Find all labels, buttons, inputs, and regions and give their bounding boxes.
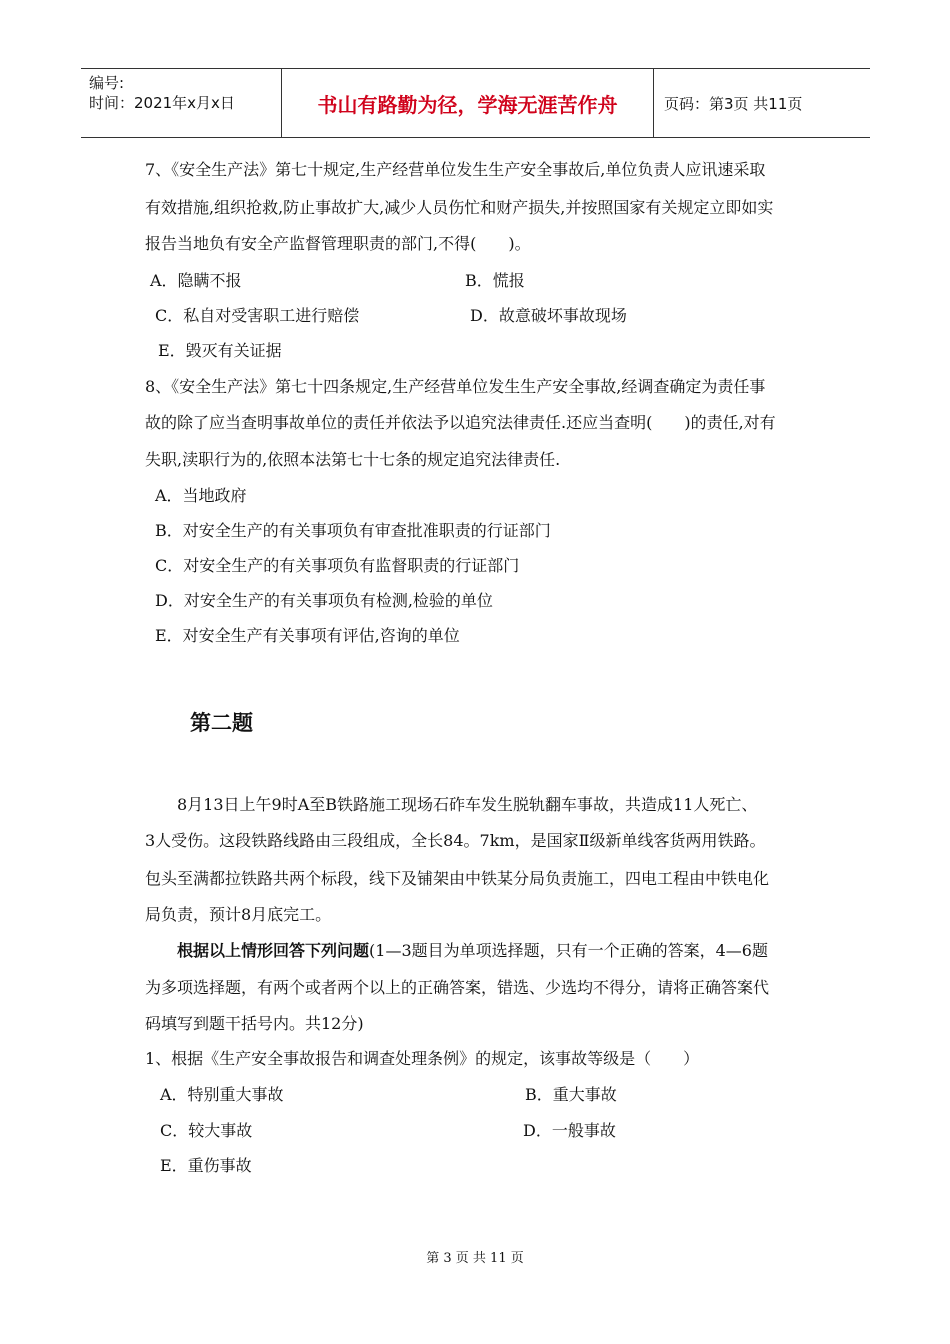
q8-option-c: C．对安全生产的有关事项负有监督职责的行证部门 [155,556,520,575]
scenario-line4: 局负责，预计8月底完工。 [145,905,332,924]
q7-option-c: C．私自对受害职工进行赔偿 [155,306,360,325]
q7-option-d: D．故意破坏事故现场 [470,306,627,325]
instructions-line2: 为多项选择题，有两个或者两个以上的正确答案，错选、少选均不得分，请将正确答案代 [145,978,770,997]
q8-option-d: D．对安全生产的有关事项负有检测,检验的单位 [155,591,493,610]
scenario-line1: 8月13日上午9时A至B铁路施工现场石砟车发生脱轨翻车事故，共造成11人死亡、 [177,795,758,814]
section-title: 第二题 [190,711,253,735]
scenario-line3: 包头至满都拉铁路共两个标段，线下及铺架由中铁某分局负责施工，四电工程由中铁电化 [145,869,770,888]
instructions-line3: 码填写到题干括号内。共12分) [145,1014,364,1033]
page-label: 页码：第3页 共11页 [664,94,803,113]
q7-option-e: E．毁灭有关证据 [158,341,282,360]
q8-line3: 失职,渎职行为的,依照本法第七十七条的规定追究法律责任. [145,450,561,469]
header-table [81,68,870,138]
instructions-bold: 根据以上情形回答下列问题 [177,941,370,960]
page-footer: 第 3 页 共 11 页 [426,1251,524,1266]
q7-option-a: A．隐瞒不报 [150,271,242,290]
q7-option-b: B．慌报 [465,271,525,290]
q8-option-a: A．当地政府 [155,486,247,505]
s2-q1-option-d: D．一般事故 [523,1121,616,1140]
q7-line2: 有效措施,组织抢救,防止事故扩大,减少人员伤忙和财产损失,并按照国家有关规定立即如实 [145,198,774,217]
motto: 书山有路勤为径，学海无涯苦作舟 [282,69,654,137]
date-label: 时间：2021年x月x日 [89,94,235,112]
header-left-cell [81,69,282,137]
instructions-line1 [177,941,768,961]
s2-q1-stem: 1、根据《生产安全事故报告和调查处理条例》的规定，该事故等级是（ ） [145,1049,700,1068]
s2-q1-option-b: B．重大事故 [525,1085,617,1104]
q8-line2: 故的除了应当查明事故单位的责任并依法予以追究法律责任.还应当查明( )的责任,对有 [145,413,776,432]
q8-option-b: B．对安全生产的有关事项负有审查批准职责的行证部门 [155,521,551,540]
q7-line3: 报告当地负有安全产监督管理职责的部门,不得( )。 [145,234,531,253]
s2-q1-option-e: E．重伤事故 [160,1156,252,1175]
q8-line1: 8、《安全生产法》第七十四条规定,生产经营单位发生生产安全事故,经调查确定为责任事 [145,377,766,396]
s2-q1-option-c: C．较大事故 [160,1121,253,1140]
q8-option-e: E．对安全生产有关事项有评估,咨询的单位 [155,626,460,645]
scenario-line2: 3人受伤。这段铁路线路由三段组成，全长84。7km，是国家Ⅱ级新单线客货两用铁路。 [145,831,766,850]
q7-line1: 7、《安全生产法》第七十规定,生产经营单位发生生产安全事故后,单位负责人应讯速采取 [145,160,766,179]
code-label: 编号: [89,74,125,92]
instructions-rest: (1—3题目为单项选择题，只有一个正确的答案，4—6题 [369,941,768,960]
s2-q1-option-a: A．特别重大事故 [160,1085,284,1104]
